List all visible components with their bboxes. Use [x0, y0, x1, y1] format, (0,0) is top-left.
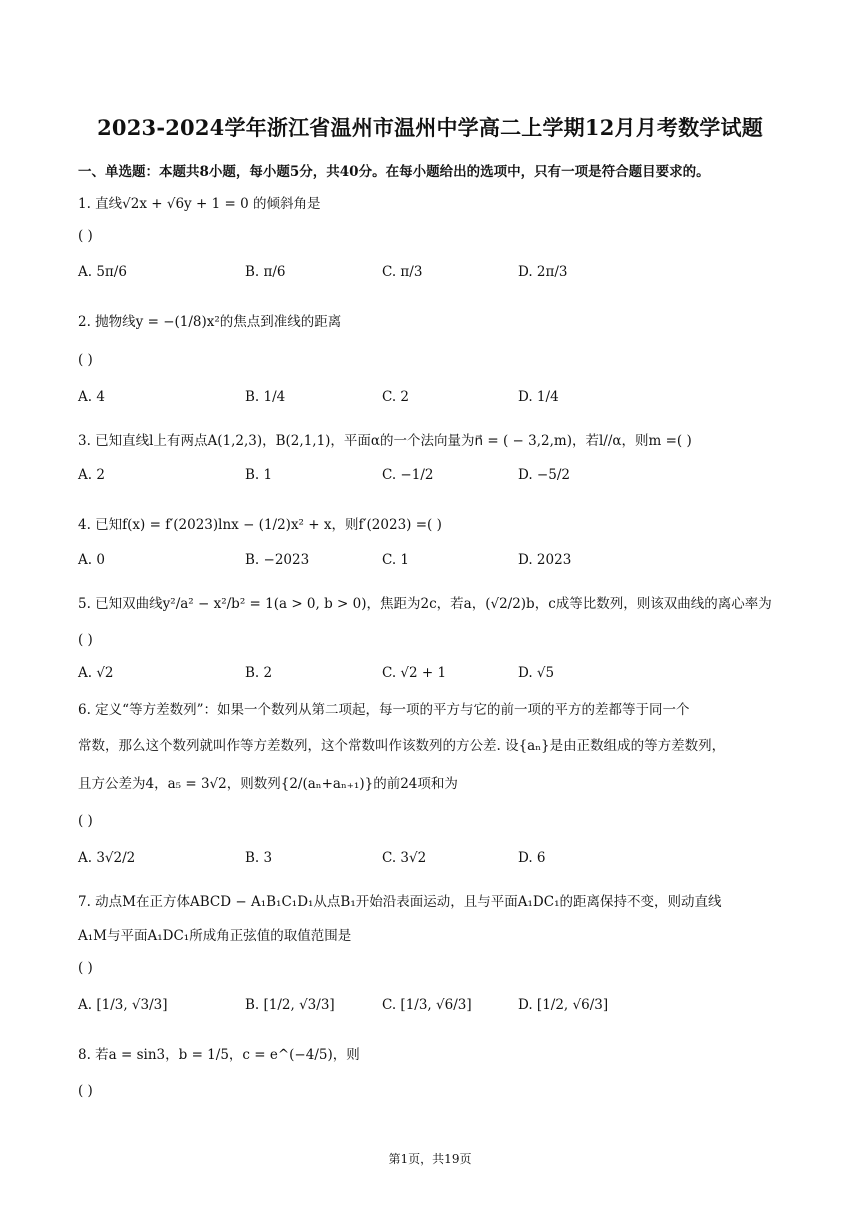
- q5-option-c: C. √2 + 1: [382, 665, 447, 681]
- question-7-line-1: 7. 动点M在正方体ABCD − A₁B₁C₁D₁从点B₁开始沿表面运动，且与平面A₁DC₁的距离保持不变，则动直线: [78, 894, 722, 910]
- q3-option-d: D. −5/2: [518, 467, 570, 483]
- q3-option-c: C. −1/2: [382, 467, 434, 483]
- q4-option-b: B. −2023: [245, 552, 310, 568]
- question-4-text: 4. 已知f(x) = f′(2023)lnx − (1/2)x² + x，则f′(2023) =( ): [78, 517, 442, 533]
- question-2-text: 2. 抛物线y = −(1/8)x²的焦点到准线的距离: [78, 314, 342, 330]
- page-title: 2023-2024学年浙江省温州市温州中学高二上学期12月月考数学试题: [97, 115, 763, 140]
- q4-option-d: D. 2023: [518, 552, 572, 568]
- question-6-line-2: 常数，那么这个数列就叫作等方差数列，这个常数叫作该数列的方公差. 设{aₙ}是由正数组成的等方差数列，: [78, 738, 726, 754]
- q6-option-a: A. 3√2/2: [78, 850, 136, 866]
- q4-option-a: A. 0: [78, 552, 105, 568]
- question-2-paren: ( ): [78, 352, 93, 368]
- q6-option-c: C. 3√2: [382, 850, 427, 866]
- q5-option-a: A. √2: [78, 665, 114, 681]
- page-footer: 第1页，共19页: [388, 1152, 472, 1166]
- q7-option-d: D. [1/2, √6/3]: [518, 997, 609, 1013]
- q1-option-a: A. 5π/6: [78, 264, 127, 280]
- q1-option-b: B. π/6: [245, 264, 286, 280]
- q2-option-a: A. 4: [78, 389, 105, 405]
- q6-option-d: D. 6: [518, 850, 546, 866]
- q7-option-b: B. [1/2, √3/3]: [245, 997, 335, 1013]
- q2-option-d: D. 1/4: [518, 389, 559, 405]
- q5-option-b: B. 2: [245, 665, 273, 681]
- q7-option-a: A. [1/3, √3/3]: [78, 997, 168, 1013]
- question-5-text: 5. 已知双曲线y²/a² − x²/b² = 1(a > 0, b > 0)，焦距为2c，若a，(√2/2)b，c成等比数列，则该双曲线的离心率为: [78, 596, 772, 612]
- question-1-paren: ( ): [78, 228, 93, 244]
- question-6-line-3: 且方公差为4，a₅ = 3√2，则数列{2/(aₙ+aₙ₊₁)}的前24项和为: [78, 776, 458, 792]
- question-8-text: 8. 若a = sin3，b = 1/5，c = e^(−4/5)，则: [78, 1047, 360, 1063]
- question-6-paren: ( ): [78, 813, 93, 829]
- q2-option-c: C. 2: [382, 389, 410, 405]
- question-7-line-2: A₁M与平面A₁DC₁所成角正弦值的取值范围是: [78, 928, 352, 944]
- q3-option-a: A. 2: [78, 467, 105, 483]
- q1-option-c: C. π/3: [382, 264, 423, 280]
- q7-option-c: C. [1/3, √6/3]: [382, 997, 472, 1013]
- question-7-paren: ( ): [78, 960, 93, 976]
- section-heading: 一、单选题：本题共8小题，每小题5分，共40分。在每小题给出的选项中，只有一项是符合题目要求的。: [78, 164, 710, 180]
- q3-option-b: B. 1: [245, 467, 273, 483]
- q2-option-b: B. 1/4: [245, 389, 286, 405]
- question-1-text: 1. 直线√2x + √6y + 1 = 0 的倾斜角是: [78, 196, 321, 212]
- q1-option-d: D. 2π/3: [518, 264, 568, 280]
- question-3-text: 3. 已知直线l上有两点A(1,2,3)，B(2,1,1)，平面α的一个法向量为n⃗ = ( − 3,2,m)，若l//α，则m =( ): [78, 433, 692, 449]
- question-5-paren: ( ): [78, 632, 93, 648]
- q5-option-d: D. √5: [518, 665, 555, 681]
- q4-option-c: C. 1: [382, 552, 410, 568]
- q6-option-b: B. 3: [245, 850, 273, 866]
- question-6-line-1: 6. 定义“等方差数列”：如果一个数列从第二项起，每一项的平方与它的前一项的平方的差都等于同一个: [78, 702, 690, 718]
- question-8-paren: ( ): [78, 1083, 93, 1099]
